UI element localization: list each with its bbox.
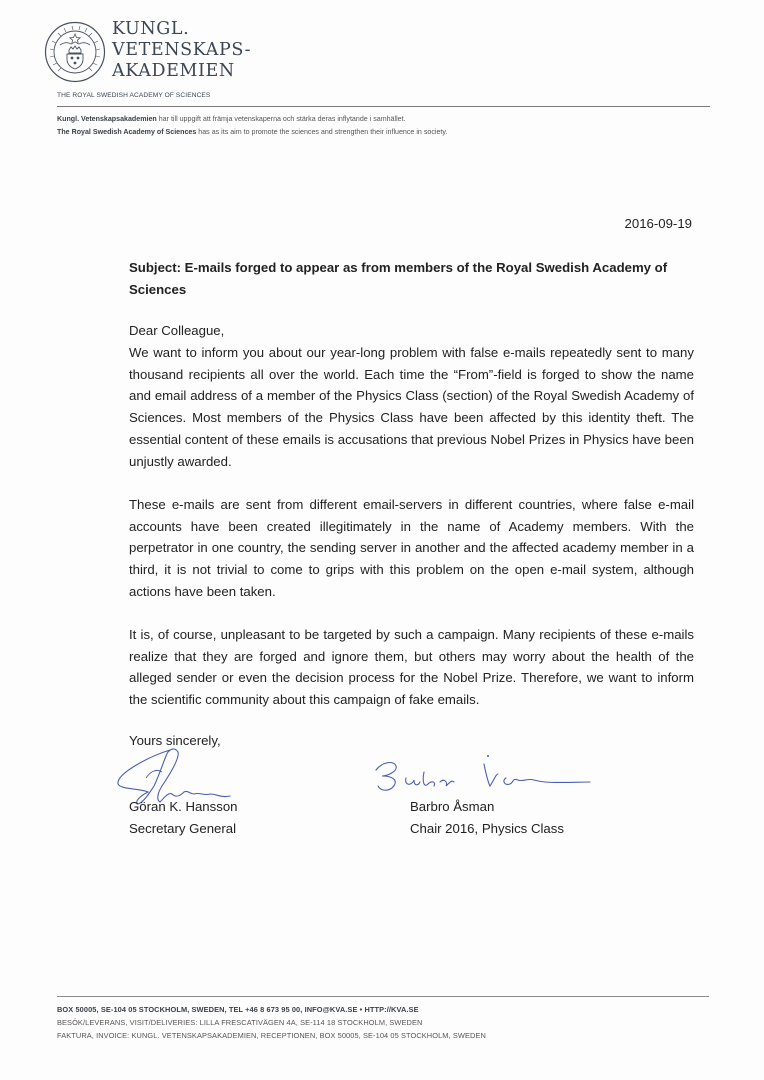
handwritten-signature-icon bbox=[372, 752, 597, 802]
signatory bbox=[129, 796, 238, 840]
academy-seal-icon bbox=[44, 21, 106, 83]
signatory-title: Secretary General bbox=[129, 821, 237, 836]
footer-contact-line: BOX 50005, SE-104 05 STOCKHOLM, SWEDEN, TEL +46 8 673 95 00, INFO@KVA.SE • HTTP://KVA.SE bbox=[57, 1005, 419, 1014]
mission-english-bold: The Royal Swedish Academy of Sciences bbox=[57, 128, 197, 136]
footer-divider bbox=[57, 996, 709, 997]
letter-closing: Yours sincerely, bbox=[129, 733, 221, 748]
letter-paragraph: We want to inform you about our year-long problem with false e-mails repeatedly sent to many thousand recipients all over the world. Each time the “From”-field is forged to show the name and email address of a member of the Physics Class (section) of the Royal Swedish Academy of Sciences. Most members of the Physics Class have been affected by this identity theft. The essential content of these emails is accusations that previous Nobel Prizes in Physics have been unjustly awarded. bbox=[129, 345, 694, 469]
mission-english bbox=[57, 126, 447, 139]
wordmark-line: VETENSKAPS- bbox=[112, 40, 252, 60]
footer-visit-line: BESÖK/LEVERANS, VISIT/DELIVERIES: LILLA FRESCATIVÄGEN 4A, SE-114 18 STOCKHOLM, SWEDEN bbox=[57, 1017, 423, 1027]
signatory bbox=[410, 796, 564, 840]
academy-wordmark bbox=[112, 19, 251, 82]
letter-subject: Subject: E-mails forged to appear as from members of the Royal Swedish Academy of Sciences bbox=[129, 260, 668, 297]
signatory-name: Göran K. Hansson bbox=[129, 799, 238, 814]
mission-english-text: has as its aim to promote the sciences and strengthen their influence in society. bbox=[196, 128, 448, 136]
footer-invoice-line: FAKTURA, INVOICE: KUNGL. VETENSKAPSAKADEMIEN, RECEPTIONEN, BOX 50005, SE-104 05 STOCKHOLM, SWEDEN bbox=[57, 1030, 486, 1040]
wordmark-line: KUNGL. bbox=[112, 19, 190, 39]
signatory-name: Barbro Åsman bbox=[410, 799, 495, 814]
header-divider bbox=[57, 106, 710, 107]
mission-swedish-bold: Kungl. Vetenskapsakademien bbox=[57, 115, 157, 123]
academy-tagline: THE ROYAL SWEDISH ACADEMY OF SCIENCES bbox=[57, 92, 211, 99]
signatory-title: Chair 2016, Physics Class bbox=[410, 821, 564, 836]
mission-swedish-text: har till uppgift att främja vetenskaperna och stärka deras inflytande i samhället. bbox=[156, 115, 406, 123]
letter-greeting: Dear Colleague, bbox=[129, 323, 225, 338]
letter-paragraph: These e-mails are sent from different email-servers in different countries, where false e-mail accounts have been created illegitimately in the name of Academy members. With the perpetrator in one country, the sending server in another and the affected academy member in a third, it is not trivial to come to grips with this problem on the open e-mail system, although actions have been taken. bbox=[129, 497, 694, 599]
letter-date: 2016-09-19 bbox=[624, 216, 692, 231]
mission-statement bbox=[57, 113, 447, 139]
mission-swedish bbox=[57, 113, 447, 126]
wordmark-line: AKADEMIEN bbox=[112, 61, 235, 81]
letter-paragraph: It is, of course, unpleasant to be targeted by such a campaign. Many recipients of these e-mails realize that they are forged and ignore them, but others may worry about the health of the alleged sender or even the decision process for the Nobel Prize. Therefore, we want to inform the scientific community about this campaign of fake emails. bbox=[129, 627, 694, 708]
letterhead-footer bbox=[57, 1004, 486, 1042]
